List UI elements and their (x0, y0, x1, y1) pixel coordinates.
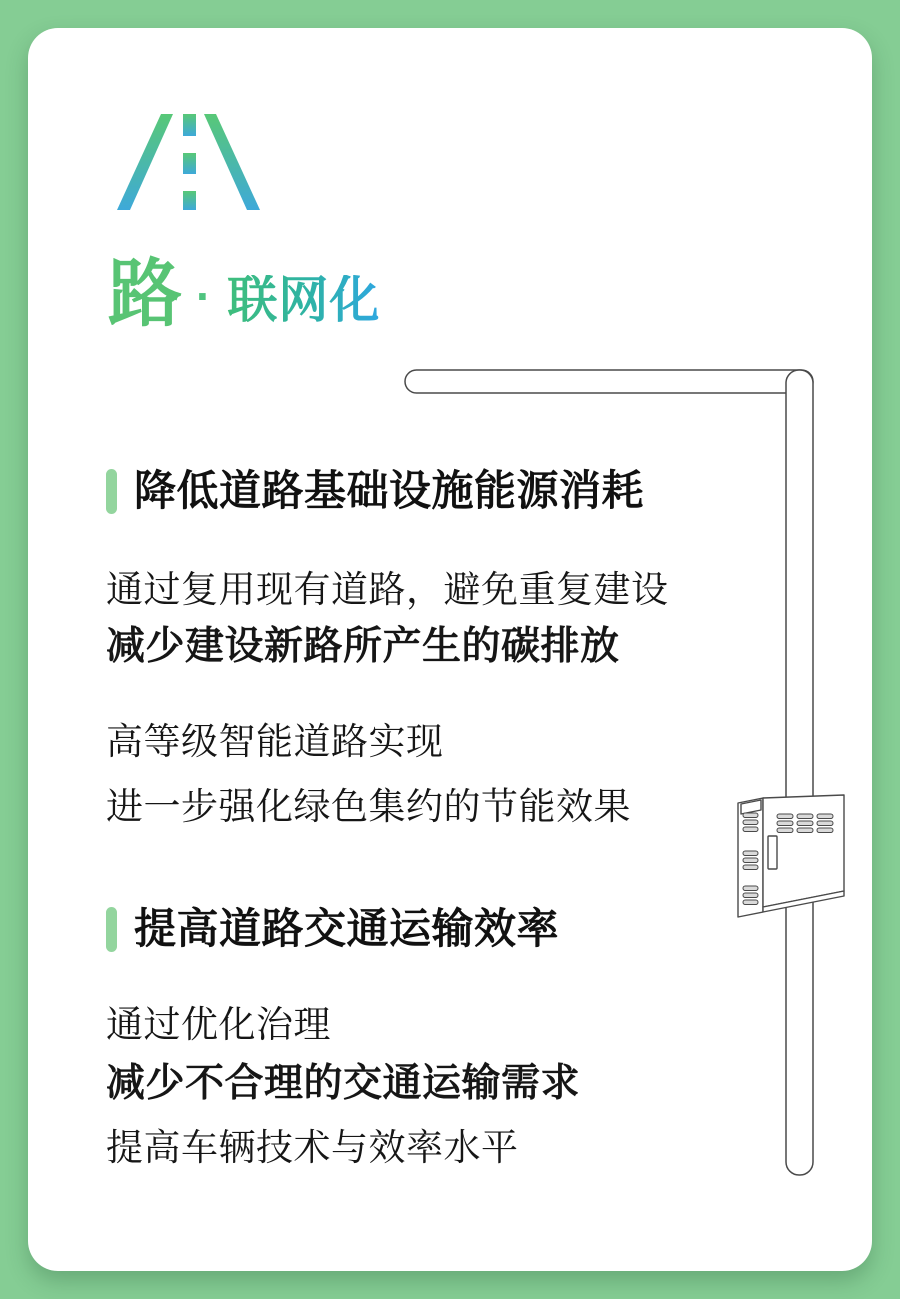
section-heading-energy (106, 468, 644, 514)
body-line: 提高车辆技术与效率水平 (106, 1127, 519, 1168)
road-right-edge (204, 114, 260, 210)
vent-stack (817, 814, 833, 833)
section-heading-text: 降低道路基础设施能源消耗 (134, 467, 645, 514)
heading-accent-bar (106, 469, 117, 514)
road-dash (183, 191, 196, 210)
gantry-arm (405, 370, 813, 393)
paragraph-transport-efficiency (106, 1003, 580, 1170)
body-line: 高等级智能道路实现 (106, 721, 444, 762)
vent-stack (743, 886, 758, 905)
paragraph-smart-roads (106, 720, 631, 829)
body-line-emphasis: 减少建设新路所产生的碳排放 (106, 625, 620, 668)
section-heading-text: 提高道路交通运输效率 (134, 905, 560, 952)
title-separator-dot: · (196, 270, 212, 322)
vent-stack (777, 814, 793, 833)
control-box-handle (768, 836, 777, 869)
road-dash (183, 153, 196, 174)
body-line: 通过复用现有道路，避免重复建设 (106, 569, 669, 610)
road-dash (183, 114, 196, 136)
body-line-emphasis: 减少不合理的交通运输需求 (106, 1062, 581, 1105)
paragraph-reuse-roads (106, 568, 669, 669)
gantry-pole (786, 370, 813, 1175)
vent-stack (743, 813, 758, 832)
body-line: 进一步强化绿色集约的节能效果 (106, 786, 631, 827)
title-sub: 联网化 (227, 272, 381, 328)
vent-stack (797, 814, 813, 833)
heading-accent-bar (106, 907, 117, 952)
vent-stack (743, 851, 758, 870)
poster-title (108, 252, 380, 336)
body-line: 通过优化治理 (106, 1004, 331, 1045)
title-main: 路 (108, 252, 182, 335)
road-left-edge (117, 114, 173, 210)
section-heading-efficiency (106, 906, 559, 952)
road-icon (106, 112, 264, 212)
